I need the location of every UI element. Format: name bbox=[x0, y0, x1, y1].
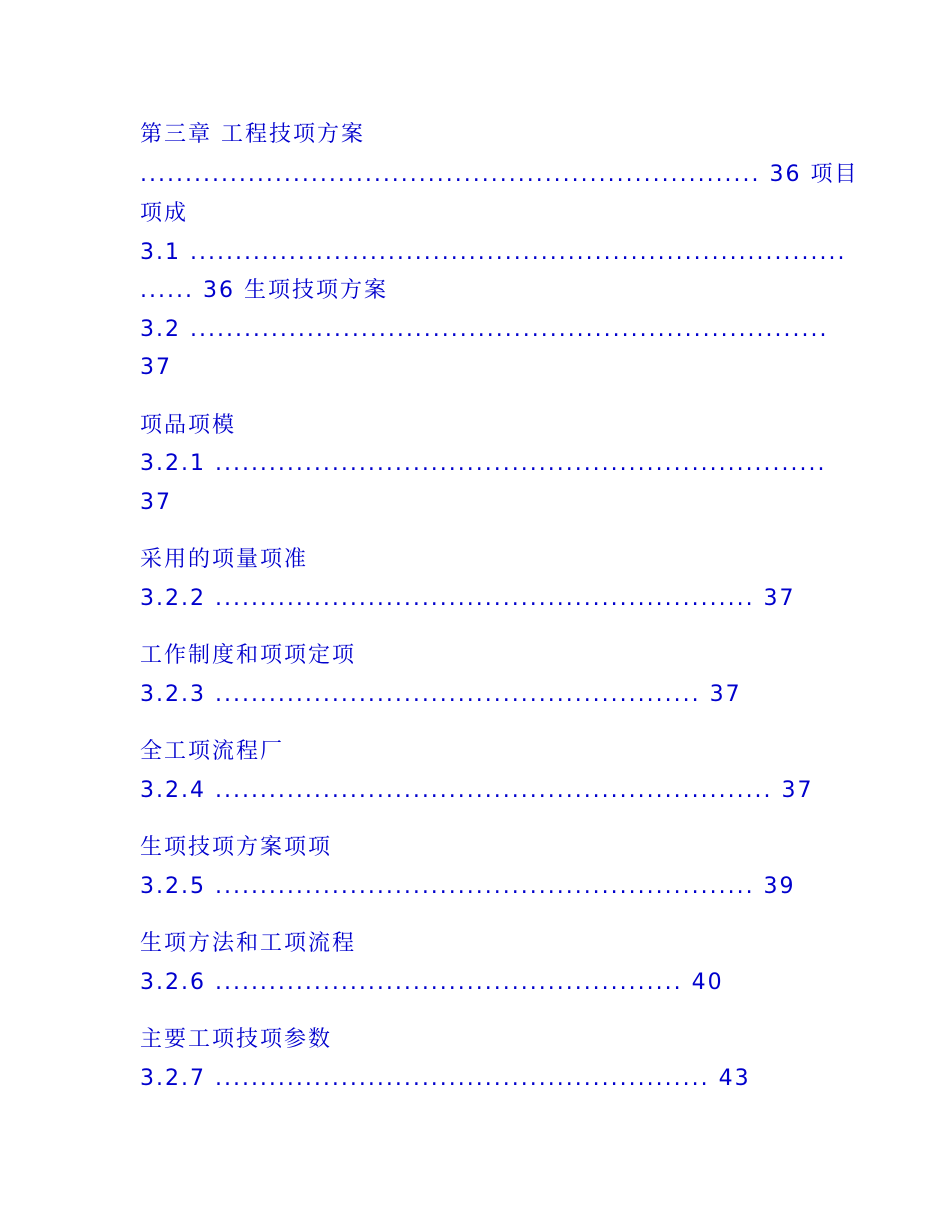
toc-entry-title[interactable]: 工作制度和项项定项 bbox=[140, 643, 357, 668]
toc-dots-line[interactable]: ..................................................................... 36 项目 bbox=[140, 162, 859, 187]
toc-entry-title[interactable]: 项成 bbox=[140, 201, 189, 226]
toc-dots-line[interactable]: 3.2 ....................................................................... bbox=[140, 317, 829, 342]
toc-entry-title[interactable]: 主要工项技项参数 bbox=[140, 1027, 333, 1052]
toc-entry-title[interactable]: 项品项模 bbox=[140, 413, 237, 438]
toc-dots-line[interactable]: 3.2.1 .................................................................... bbox=[140, 451, 827, 476]
toc-dots-line[interactable]: 3.1 ......................................................................... bbox=[140, 240, 847, 265]
toc-chapter-3-title[interactable]: 第三章 工程技项方案 bbox=[140, 122, 365, 147]
toc-dots-line[interactable]: 3.2.3 ...................................................... 37 bbox=[140, 682, 742, 707]
toc-page-number[interactable]: 37 bbox=[140, 490, 172, 515]
toc-dots-line[interactable]: 3.2.5 ............................................................ 39 bbox=[140, 874, 796, 899]
toc-page-number[interactable]: 37 bbox=[140, 355, 172, 380]
toc-entry-title[interactable]: 全工项流程厂 bbox=[140, 739, 285, 764]
toc-dots-line[interactable]: 3.2.7 ....................................................... 43 bbox=[140, 1066, 751, 1091]
toc-dots-line[interactable]: 3.2.4 .............................................................. 37 bbox=[140, 778, 814, 803]
toc-entry-title[interactable]: 生项技项方案项项 bbox=[140, 835, 333, 860]
toc-dots-line[interactable]: 3.2.2 ............................................................ 37 bbox=[140, 586, 796, 611]
toc-dots-line[interactable]: 3.2.6 .................................................... 40 bbox=[140, 970, 724, 995]
toc-entry-title[interactable]: 采用的项量项准 bbox=[140, 547, 309, 572]
toc-entry-title[interactable]: 生项方法和工项流程 bbox=[140, 931, 357, 956]
toc-dots-line[interactable]: ...... 36 生项技项方案 bbox=[140, 278, 388, 303]
